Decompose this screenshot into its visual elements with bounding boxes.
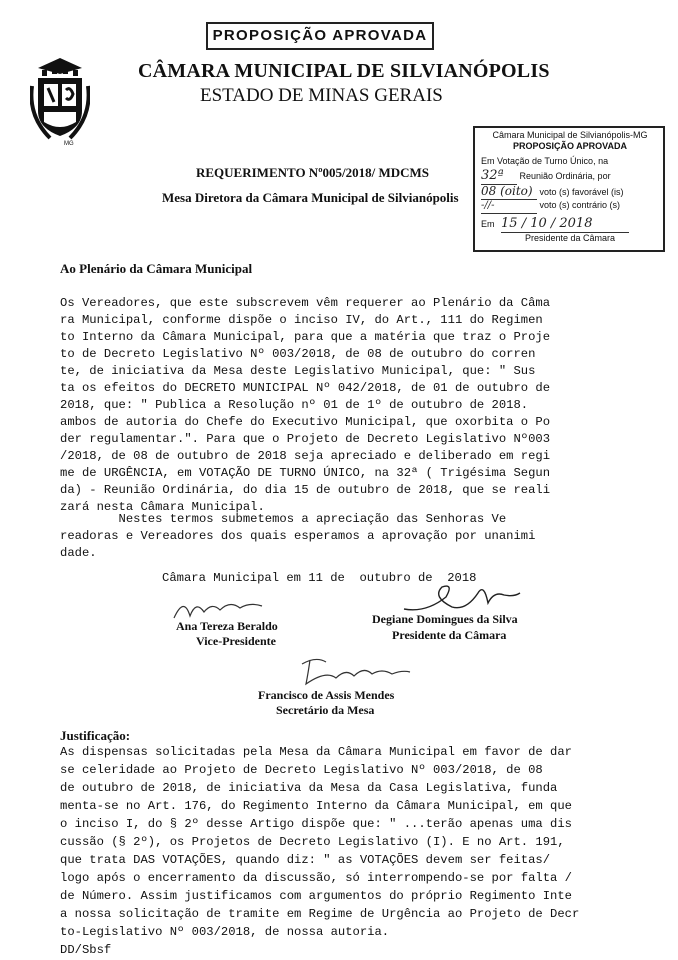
footer-initials: DD/Sbsf	[60, 943, 112, 957]
president-name: Degiane Domingues da Silva	[372, 612, 518, 626]
body-line: ambos de autoria do Chefe do Executivo Municipal, que oxorbita o Po	[60, 415, 551, 429]
approved-proposition-stamp: PROPOSIÇÃO APROVADA	[206, 22, 434, 50]
closing-line: dade.	[60, 546, 97, 560]
secretary-title: Secretário da Mesa	[276, 703, 375, 717]
justification-line: cussão (§ 2º), os Projetos de Decreto Legislativo (I). E no Art. 191,	[60, 835, 565, 849]
chamber-title: CÂMARA MUNICIPAL DE SILVIANÓPOLIS	[138, 60, 550, 82]
justification-line: logo após o encerramento da discussão, só interrompendo-se por falta /	[60, 871, 572, 885]
request-number: REQUERIMENTO Nº005/2018/ MDCMS	[196, 165, 430, 180]
crest-caption: MG	[64, 141, 74, 146]
stamp-votes-against: -//-	[481, 200, 537, 214]
stamp-line-favor: voto (s) favorável (is)	[539, 187, 624, 197]
justification-line: menta-se no Art. 176, do Regimento Interno da Câmara Municipal, em que	[60, 799, 572, 813]
president-signature	[396, 577, 526, 617]
justification-line: a nossa solicitação de tramite em Regime de Urgência ao Projeto de Decr	[60, 907, 580, 921]
justification-line: de outubro de 2018, de iniciativa da Mesa da Casa Legislativa, funda	[60, 781, 558, 795]
stamp-votes-favor: 08 (oito)	[481, 184, 537, 200]
president-title: Presidente da Câmara	[392, 628, 507, 642]
secretary-signature	[296, 654, 416, 688]
justification-line: to-Legislativo Nº 003/2018, de nossa autoria.	[60, 925, 390, 939]
closing-line: Nestes termos submetemos a apreciação das Senhoras Ve	[60, 512, 507, 526]
body-line: zará nesta Câmara Municipal.	[60, 500, 265, 514]
justification-heading: Justificação:	[60, 728, 131, 743]
board-heading: Mesa Diretora da Câmara Municipal de Silvianópolis	[162, 190, 459, 205]
body-line: der regulamentar.". Para que o Projeto de Decreto Legislativo Nº003	[60, 432, 551, 446]
stamp-line-approved: PROPOSIÇÃO APROVADA	[512, 141, 627, 151]
body-line: to de Decreto Legislativo Nº 003/2018, de 08 de outubro do corren	[60, 347, 536, 361]
body-line: da) - Reunião Ordinária, do dia 15 de outubro de 2018, que se reali	[60, 483, 551, 497]
stamp-date: 15 / 10 / 2018	[501, 216, 621, 233]
justification-line: As dispensas solicitadas pela Mesa da Câmara Municipal em favor de dar	[60, 745, 572, 759]
approval-stamp-box	[473, 126, 665, 252]
body-line: /2018, de 08 de outubro de 2018 seja apreciado e deliberado em regi	[60, 449, 551, 463]
stamp-line-session: Reunião Ordinária, por	[519, 171, 611, 181]
justification-line: de Número. Assim justificamos com argumentos do próprio Regimento Inte	[60, 889, 572, 903]
body-line: ra Municipal, conforme dispõe o inciso IV, do Art., 111 do Regimen	[60, 313, 543, 327]
body-line: te, de iniciativa da Mesa deste Legislativo Municipal, que: " Sus	[60, 364, 536, 378]
stamp-date-prefix: Em	[481, 219, 495, 229]
state-subtitle: ESTADO DE MINAS GERAIS	[200, 85, 443, 106]
body-line: ta os efeitos do DECRETO MUNICIPAL Nº 042/2018, de 01 de outubro de	[60, 381, 551, 395]
stamp-line-chamber: Câmara Municipal de Silvianópolis-MG	[492, 130, 648, 140]
justification-line: que trata DAS VOTAÇÕES, quando diz: " as VOTAÇÕES devem ser feitas/	[60, 853, 551, 867]
justification-line: o inciso I, do § 2º desse Artigo dispõe que: " ...terão apenas uma dis	[60, 817, 572, 831]
stamp-session-number: 32ª	[481, 168, 517, 185]
justification-line: se celeridade ao Projeto de Decreto Legislativo Nº 003/2018, de 08	[60, 763, 543, 777]
closing-line: readoras e Vereadores dos quais esperamos a aprovação por unanimi	[60, 529, 536, 543]
stamp-line-vote: Em Votação de Turno Único, na	[481, 156, 609, 166]
municipal-crest-logo	[30, 56, 90, 146]
body-line: to Interno da Câmara Municipal, para que a matéria que traz o Proje	[60, 330, 551, 344]
body-line: 2018, que: " Publica a Resolução nº 01 de 1º de outubro de 2018.	[60, 398, 529, 412]
body-line: me de URGÊNCIA, em VOTAÇÃO DE TURNO ÚNICO, na 32ª ( Trigésima Segun	[60, 466, 551, 480]
body-line: Os Vereadores, que este subscrevem vêm requerer ao Plenário da Câma	[60, 296, 551, 310]
signing-date: Câmara Municipal em 11 de outubro de 2018	[162, 571, 477, 585]
secretary-name: Francisco de Assis Mendes	[258, 688, 395, 702]
stamp-president-label: Presidente da Câmara	[511, 232, 629, 244]
stamp-line-against: voto (s) contrário (s)	[539, 200, 621, 210]
addressee: Ao Plenário da Câmara Municipal	[60, 261, 253, 276]
vice-president-title: Vice-Presidente	[196, 634, 276, 648]
vice-president-name: Ana Tereza Beraldo	[176, 619, 278, 633]
